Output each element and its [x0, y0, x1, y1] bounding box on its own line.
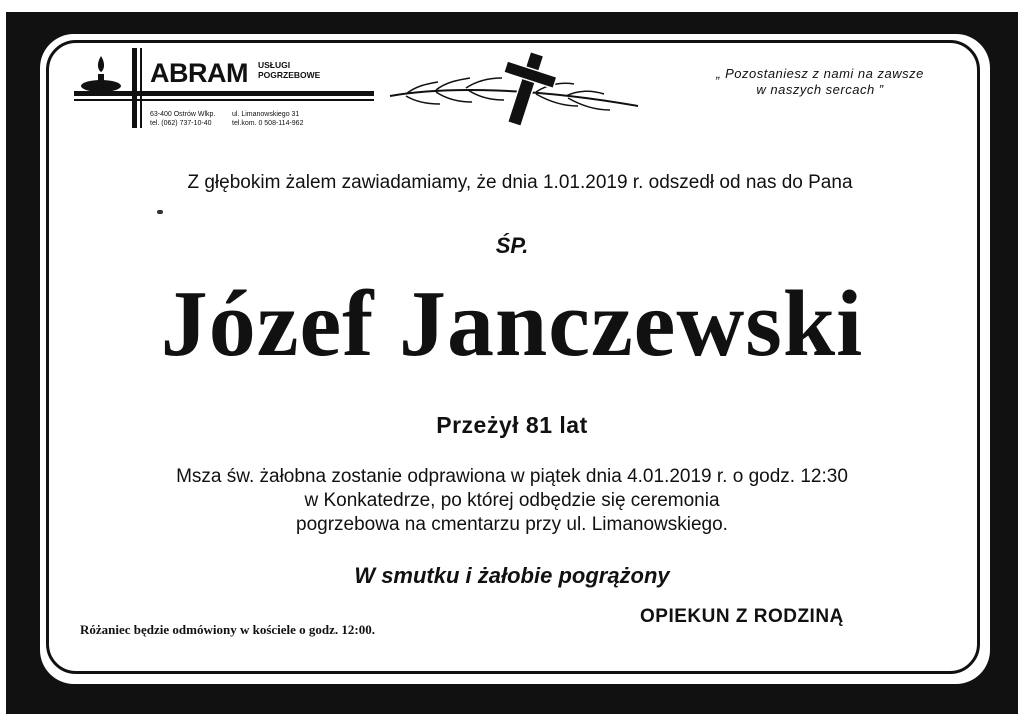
phone-line-1: tel. (062) 737-10-40	[150, 120, 212, 127]
grief-text: W smutku i żałobie pogrążony	[354, 563, 670, 588]
company-address-2	[232, 110, 332, 128]
oil-lamp-icon	[78, 52, 124, 98]
scan-speck	[157, 210, 163, 214]
company-name: ABRAM	[150, 58, 248, 88]
logo-vertical-bar	[132, 48, 137, 128]
rosary-note: Różaniec będzie odmówiony w kościele o godz. 12:00.	[80, 622, 376, 637]
address-line-1: 63-400 Ostrów Wlkp.	[150, 111, 216, 118]
mourners-text: OPIEKUN Z RODZINĄ	[640, 606, 844, 627]
mass-line-3: pogrzebowa na cmentarzu przy ul. Limanowskiego.	[296, 514, 728, 535]
phone-line-2: tel.kom. 0 508-114-962	[232, 120, 304, 127]
company-subtitle: USŁUGI POGRZEBOWE	[258, 60, 321, 80]
motto-line-2: w naszych sercach ”	[756, 82, 884, 97]
logo-vertical-line	[140, 48, 142, 128]
address-line-2: ul. Limanowskiego 31	[232, 111, 300, 118]
motto-quote	[690, 66, 950, 98]
intro-text: Z głębokim żalem zawiadamiamy, że dnia 1.01.2019 r. odszedł od nas do Pana	[187, 172, 853, 193]
mass-line-2: w Konkatedrze, po której odbędzie się ceremonia	[304, 490, 720, 511]
mass-details	[60, 465, 964, 537]
honorific: ŚP.	[495, 233, 529, 258]
motto-line-1: „ Pozostaniesz z nami na zawsze	[716, 66, 924, 81]
cross-and-palm-icon	[386, 48, 646, 130]
deceased-name: Józef Janczewski	[160, 272, 864, 376]
company-logo	[74, 46, 384, 136]
age-text: Przeżył 81 lat	[436, 412, 588, 438]
logo-horizontal-line	[74, 99, 374, 101]
mass-line-1: Msza św. żałobna zostanie odprawiona w piątek dnia 4.01.2019 r. o godz. 12:30	[176, 466, 848, 487]
company-address-1	[150, 110, 230, 128]
